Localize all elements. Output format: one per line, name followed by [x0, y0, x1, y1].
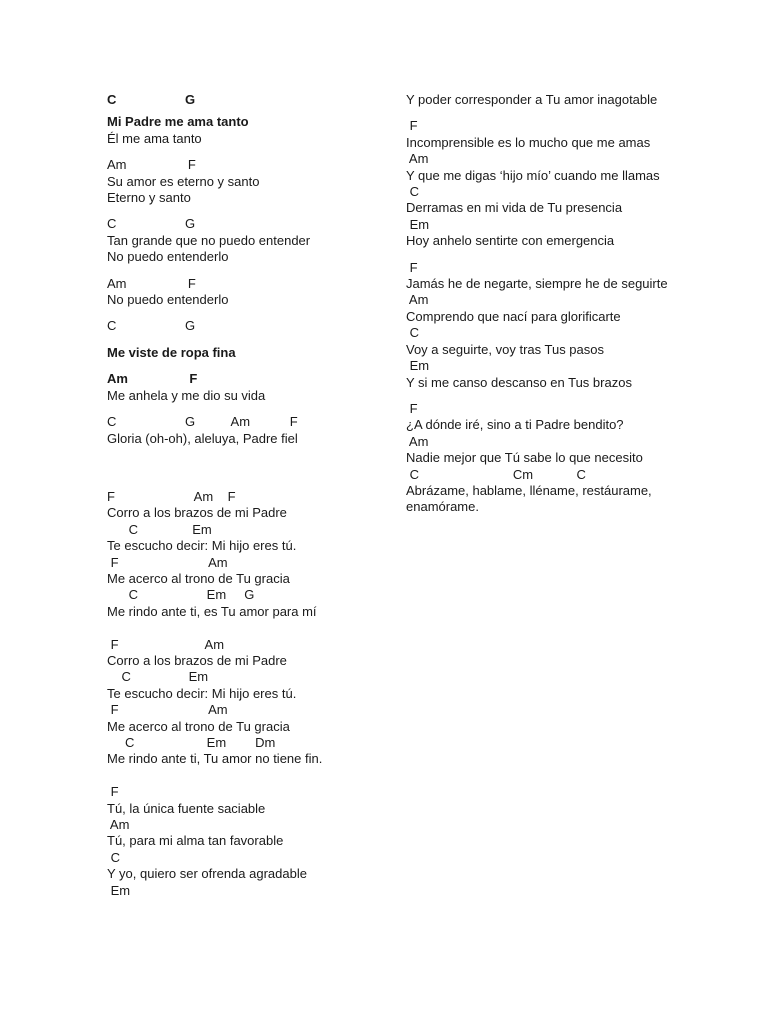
- lyric-line: Incomprensible es lo mucho que me amas: [406, 134, 651, 150]
- lyric-line: Eterno y santo: [107, 190, 191, 206]
- chord-line: C: [406, 325, 419, 341]
- chord-line: F: [406, 118, 418, 134]
- lyric-line: Abrázame, hablame, lléname, restáurame, enamórame.: [406, 482, 652, 515]
- lyric-line: Nadie mejor que Tú sabe lo que necesito: [406, 450, 643, 466]
- lyric-line: Me rindo ante ti, es Tu amor para mí: [107, 603, 317, 619]
- chord-line: Am: [107, 817, 130, 832]
- lyric-line: Y yo, quiero ser ofrenda agradable: [107, 866, 307, 882]
- chord-line: C G: [107, 216, 196, 232]
- lyric-line: Mi Padre me ama tanto: [107, 114, 249, 130]
- chord-line: C G Am F: [107, 414, 298, 430]
- lyric-line: Te escucho decir: Mi hijo eres tú.: [107, 538, 297, 554]
- lyric-line: Comprendo que nací para glorificarte: [406, 308, 621, 324]
- chord-line: Em: [406, 216, 430, 232]
- chord-line: Em: [107, 882, 131, 898]
- lyric-line: Corro a los brazos de mi Padre: [107, 652, 287, 668]
- chord-line: C Em G: [107, 587, 255, 603]
- left-column: [107, 92, 397, 899]
- chord-line: C: [107, 849, 120, 865]
- chord-line: C Cm C: [406, 466, 586, 482]
- lyric-line: Te escucho decir: Mi hijo eres tú.: [107, 685, 297, 701]
- lyric-line: Y que me digas ‘hijo mío’ cuando me llamas: [406, 167, 660, 183]
- chord-line: Am F: [107, 275, 196, 291]
- chord-line: C Em: [107, 521, 212, 537]
- lyric-line: No puedo entenderlo: [107, 249, 229, 265]
- lyric-line: Hoy anhelo sentirte con emergencia: [406, 233, 615, 249]
- chord-line: Am: [406, 292, 429, 308]
- lyric-line: Me viste de ropa fina: [107, 344, 236, 360]
- lyric-line: Él me ama tanto: [107, 130, 202, 146]
- lyric-line: Me anhela y me dio su vida: [107, 387, 266, 403]
- chord-line: C: [406, 184, 419, 200]
- chord-line: F: [406, 259, 418, 275]
- chord-line: Em: [406, 358, 430, 374]
- chord-line: Am F: [107, 371, 198, 387]
- lyric-line: Tan grande que no puedo entender: [107, 232, 311, 248]
- lyric-line: Gloria (oh-oh), aleluya, Padre fiel: [107, 430, 298, 446]
- chord-line: C Em Dm: [107, 734, 276, 750]
- lyric-line: Su amor es eterno y santo: [107, 173, 260, 189]
- lyric-line: Corro a los brazos de mi Padre: [107, 505, 287, 521]
- chord-line: F Am F: [107, 488, 236, 504]
- lyric-line: Voy a seguirte, voy tras Tus pasos: [406, 341, 604, 357]
- lyric-line: Me acerco al trono de Tu gracia: [107, 718, 290, 734]
- lyric-line: No puedo entenderlo: [107, 292, 229, 308]
- chord-line: F Am: [107, 702, 228, 718]
- chord-line: Am: [406, 433, 429, 449]
- lyric-line: ¿A dónde iré, sino a ti Padre bendito?: [406, 417, 624, 433]
- lyric-line: Jamás he de negarte, siempre he de seguirte: [406, 276, 668, 292]
- lyric-line: Y si me canso descanso en Tus brazos: [406, 374, 632, 390]
- lyric-line: Tú, la única fuente saciable: [107, 800, 266, 816]
- chord-line: F: [406, 400, 418, 416]
- lyric-line: Derramas en mi vida de Tu presencia: [406, 200, 623, 216]
- chord-line: Am F: [107, 157, 196, 173]
- chord-line: C G: [107, 92, 196, 107]
- chord-line: F Am: [107, 554, 228, 570]
- lyric-line: Me acerco al trono de Tu gracia: [107, 570, 290, 586]
- lyric-line: Y poder corresponder a Tu amor inagotable: [406, 92, 658, 107]
- chord-line: Am: [406, 151, 429, 167]
- chord-line: F Am: [107, 636, 225, 652]
- right-column: [406, 92, 676, 516]
- lyric-line: Me rindo ante ti, Tu amor no tiene fin.: [107, 751, 323, 767]
- chord-line: C G: [107, 318, 196, 334]
- chord-line: C Em: [107, 669, 209, 685]
- chord-line: F: [107, 784, 119, 800]
- lyric-line: Tú, para mi alma tan favorable: [107, 833, 284, 849]
